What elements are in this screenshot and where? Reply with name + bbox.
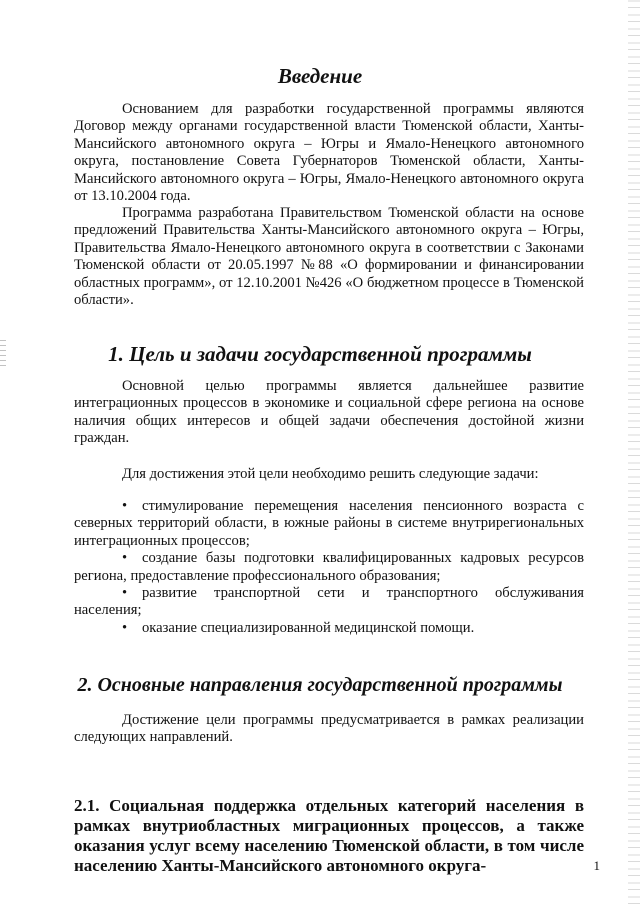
page-number: 1 — [593, 858, 600, 873]
list-item: • стимулирование перемещения населения пенсионного возраста с северных территорий области, в южные районы в системе внутрирегиональных интеграционных процессов; — [74, 498, 584, 549]
intro-paragraph-1: Основанием для разработки государственной программы являются Договор между органами государственной власти Тюменской области, Ханты-Мансийского автономного округа – Югры и Ямало-Ненецкого автономного округа, постановление Совета Губернаторов Тюменской области, Ханты-Мансийского автономного округа – Югры, Ямало-Ненецкого автономного округа от 13.10.2004 года. — [74, 101, 584, 205]
bullet-icon: • — [122, 619, 128, 636]
list-item: • развитие транспортной сети и транспортного обслуживания населения; — [74, 585, 584, 619]
section-2-paragraph-1: Достижение цели программы предусматривается в рамках реализации следующих направлений. — [74, 712, 584, 746]
subsection-2-1-heading: 2.1. Социальная поддержка отдельных категорий населения в рамках внутриобластных миграционных процессов, а также оказания услуг всему населению Тюменской области, в том числе населению Ханты-Мансийского автономного округа- — [74, 796, 584, 875]
intro-paragraph-2: Программа разработана Правительством Тюменской области на основе предложений Правительства Ханты-Мансийского автономного округа – Югры, Правительства Ямало-Ненецкого автономного округа в соответствии с Законами Тюменской области от 20.05.1997 №88 «О формировании и финансировании областных программ», от 12.10.2001 №426 «О бюджетном процессе в Тюменской области». — [74, 205, 584, 309]
list-item: • создание базы подготовки квалифицированных кадровых ресурсов региона, предоставление профессионального образования; — [74, 550, 584, 584]
bullet-icon: • — [122, 550, 128, 567]
tasks-list — [74, 498, 584, 637]
list-item: • оказание специализированной медицинской помощи. — [122, 619, 475, 636]
bullet-icon: • — [122, 498, 128, 514]
intro-heading: Введение — [277, 64, 363, 88]
bullet-icon: • — [122, 585, 128, 602]
scan-edge-artifact — [628, 0, 640, 905]
section-2-heading: 2. Основные направления государственной программы — [77, 674, 563, 696]
section-1-paragraph-1: Основной целью программы является дальнейшее развитие интеграционных процессов в экономике и социальной сфере региона на основе наличия общих интересов и общей задачи обеспечения достойной жизни граждан. — [74, 378, 584, 447]
section-1-heading: 1. Цель и задачи государственной программы — [108, 342, 532, 366]
section-1-paragraph-2: Для достижения этой цели необходимо решить следующие задачи: — [122, 466, 539, 482]
